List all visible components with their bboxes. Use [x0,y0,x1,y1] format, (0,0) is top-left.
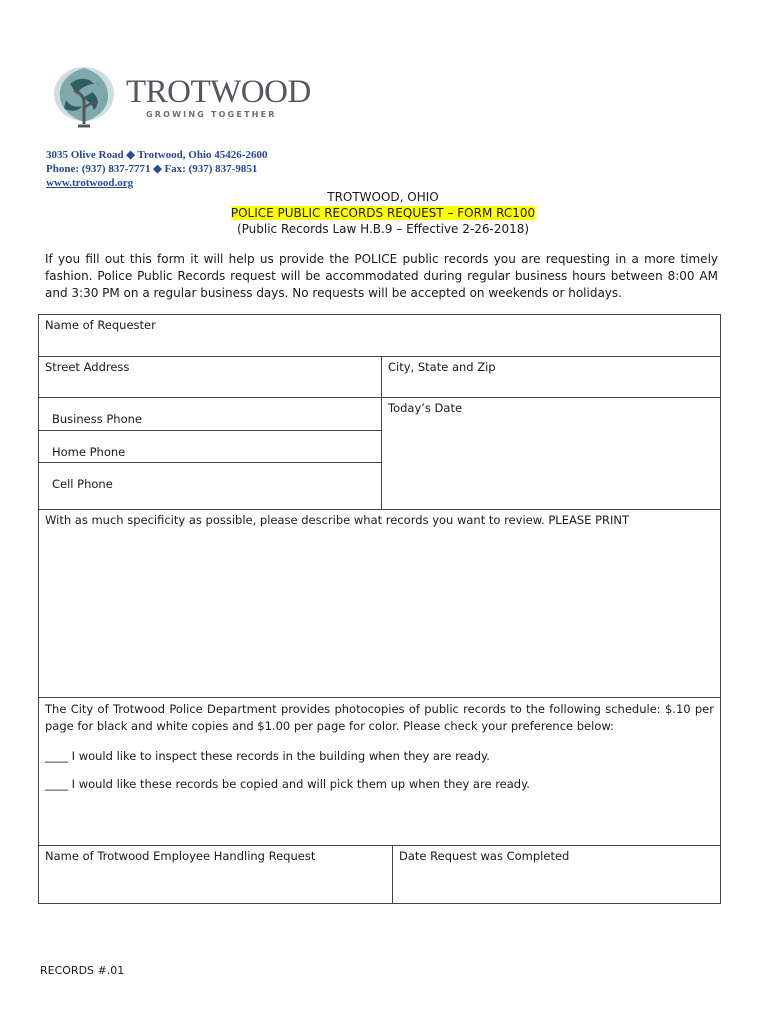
date-completed-field[interactable] [393,846,721,904]
records-description-label: With as much specificity as possible, please describe what records you want to review. PLEASE PRINT [45,513,630,527]
city-state-zip-label: City, State and Zip [388,360,496,374]
tree-logo-icon [48,62,120,132]
phone-fax-line: Phone: (937) 837-7771 ◆ Fax: (937) 837-9851 [46,163,258,175]
footer-code: RECORDS #.01 [40,964,125,977]
todays-date-field[interactable] [382,398,721,510]
records-description-field[interactable] [39,510,721,698]
form-title [0,206,766,221]
employee-handling-field[interactable] [39,846,393,904]
cell-phone-field[interactable] [39,463,381,509]
requester-name-field[interactable] [39,315,721,357]
cell-phone-label: Cell Phone [52,477,113,491]
website-link[interactable]: www.trotwood.org [46,177,134,189]
copy-preference-section [39,698,721,846]
fee-schedule-text: The City of Trotwood Police Department provides photocopies of public records to the following schedule: $.10 per page for black and white copies and $1.00 per page for color. Please check your preference below: [45,702,714,733]
street-address-field[interactable] [39,357,382,398]
address-line: 3035 Olive Road ◆ Trotwood, Ohio 45426-2600 [46,149,268,161]
city-heading: TROTWOOD, OHIO [327,190,439,204]
phone-fields [39,398,382,510]
requester-name-label: Name of Requester [45,318,156,332]
inspect-option[interactable]: ____ I would like to inspect these records in the building when they are ready. [45,749,490,763]
city-state-zip-field[interactable] [382,357,721,398]
form-title-highlight: POLICE PUBLIC RECORDS REQUEST – FORM RC100 [230,206,536,220]
home-phone-label: Home Phone [52,445,126,459]
address-block [46,148,267,190]
trotwood-logo [48,62,311,132]
date-completed-label: Date Request was Completed [399,849,570,863]
logo-wordmark: TROTWOOD [126,74,311,110]
employee-handling-label: Name of Trotwood Employee Handling Request [45,849,316,863]
request-form [38,314,721,904]
intro-paragraph: If you fill out this form it will help us provide the POLICE public records you are requesting in a more timely fashion. Police Public Records request will be accommodated during regular business hours between 8:00 AM and 3:30 PM on a regular business days. No requests will be accepted on weekends or holidays. [45,252,718,300]
business-phone-label: Business Phone [52,412,142,426]
street-address-label: Street Address [45,360,130,374]
business-phone-field[interactable] [39,398,381,431]
logo-tagline: GROWING TOGETHER [146,110,277,119]
law-reference: (Public Records Law H.B.9 – Effective 2-26-2018) [236,222,530,236]
todays-date-label: Today’s Date [388,401,463,415]
home-phone-field[interactable] [39,431,381,463]
copy-option[interactable]: ____ I would like these records be copied and will pick them up when they are ready. [45,777,530,791]
